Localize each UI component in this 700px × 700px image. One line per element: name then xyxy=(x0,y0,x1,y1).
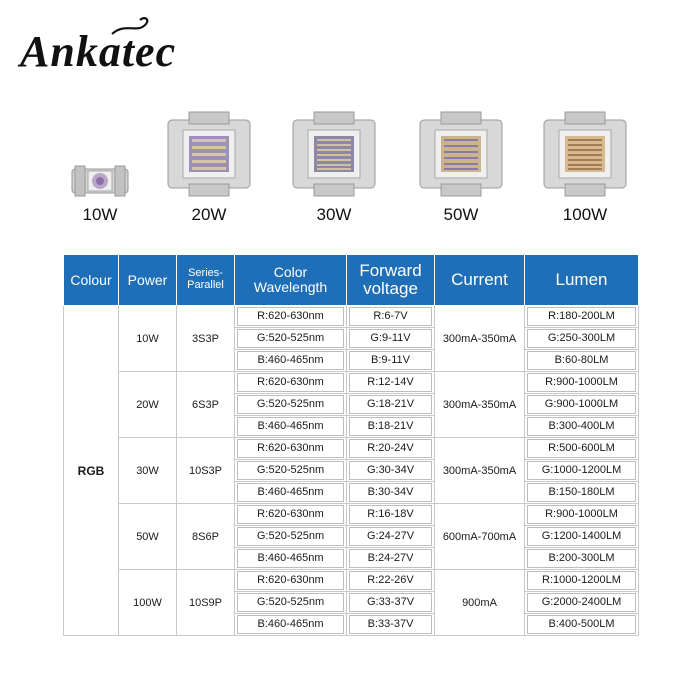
voltage-cell xyxy=(347,306,435,328)
lumen-cell xyxy=(525,372,639,394)
voltage-cell xyxy=(347,526,435,548)
lumen-cell-value: R:500-600LM xyxy=(527,439,636,458)
config-cell: 3S3P xyxy=(177,306,235,372)
product-label-100w: 100W xyxy=(562,205,608,224)
wavelength-cell-value: B:460-465nm xyxy=(237,417,344,436)
voltage-cell-value: R:12-14V xyxy=(349,373,432,392)
voltage-cell xyxy=(347,482,435,504)
wavelength-cell-value: R:620-630nm xyxy=(237,505,344,524)
wavelength-cell xyxy=(235,614,347,636)
header-series-parallel xyxy=(177,255,235,306)
led-chip-20w-image xyxy=(165,110,253,203)
lumen-cell-value: B:400-500LM xyxy=(527,615,636,634)
wavelength-cell xyxy=(235,306,347,328)
voltage-cell xyxy=(347,614,435,636)
wavelength-cell-value: R:620-630nm xyxy=(237,307,344,326)
power-cell: 10W xyxy=(119,306,177,372)
wavelength-cell-value: G:520-525nm xyxy=(237,329,344,348)
product-label-10w: 10W xyxy=(82,205,118,224)
header-power: Power xyxy=(119,255,177,306)
led-chip-50w-image xyxy=(417,110,505,203)
lumen-cell-value: G:1200-1400LM xyxy=(527,527,636,546)
lumen-cell-value: R:900-1000LM xyxy=(527,505,636,524)
voltage-cell-value: R:6-7V xyxy=(349,307,432,326)
header-fv-line2: voltage xyxy=(363,279,418,298)
spec-table xyxy=(63,254,639,636)
logo-text: Ankatec xyxy=(20,27,177,76)
wavelength-cell xyxy=(235,460,347,482)
current-cell: 300mA-350mA xyxy=(435,306,525,372)
wavelength-cell xyxy=(235,482,347,504)
header-current: Current xyxy=(435,255,525,306)
voltage-cell-value: G:24-27V xyxy=(349,527,432,546)
wavelength-cell xyxy=(235,526,347,548)
lumen-cell xyxy=(525,614,639,636)
product-label-50w: 50W xyxy=(443,205,479,224)
voltage-cell xyxy=(347,592,435,614)
wavelength-cell xyxy=(235,504,347,526)
header-wave-line2: Wavelength xyxy=(253,279,328,295)
voltage-cell-value: R:20-24V xyxy=(349,439,432,458)
wavelength-cell xyxy=(235,438,347,460)
lumen-cell xyxy=(525,460,639,482)
voltage-cell-value: B:9-11V xyxy=(349,351,432,370)
voltage-cell-value: B:24-27V xyxy=(349,549,432,568)
voltage-cell xyxy=(347,372,435,394)
header-series-line1: Series- xyxy=(188,267,223,280)
power-cell: 20W xyxy=(119,372,177,438)
voltage-cell xyxy=(347,570,435,592)
lumen-cell-value: B:300-400LM xyxy=(527,417,636,436)
header-lumen: Lumen xyxy=(525,255,639,306)
voltage-cell-value: B:30-34V xyxy=(349,483,432,502)
voltage-cell-value: R:16-18V xyxy=(349,505,432,524)
led-chip-10w-image xyxy=(71,163,129,204)
lumen-cell-value: G:1000-1200LM xyxy=(527,461,636,480)
voltage-cell-value: G:18-21V xyxy=(349,395,432,414)
wavelength-cell-value: R:620-630nm xyxy=(237,373,344,392)
table-header-row xyxy=(64,255,639,306)
lumen-cell-value: B:150-180LM xyxy=(527,483,636,502)
voltage-cell-value: B:18-21V xyxy=(349,417,432,436)
current-cell: 300mA-350mA xyxy=(435,438,525,504)
config-cell: 10S3P xyxy=(177,438,235,504)
wavelength-cell xyxy=(235,592,347,614)
product-label-20w: 20W xyxy=(191,205,227,224)
lumen-cell xyxy=(525,482,639,504)
lumen-cell xyxy=(525,328,639,350)
lumen-cell xyxy=(525,570,639,592)
brand-logo xyxy=(20,14,190,76)
lumen-cell-value: B:60-80LM xyxy=(527,351,636,370)
voltage-cell xyxy=(347,394,435,416)
wavelength-cell-value: B:460-465nm xyxy=(237,615,344,634)
voltage-cell-value: B:33-37V xyxy=(349,615,432,634)
current-cell: 900mA xyxy=(435,570,525,636)
product-label-30w: 30W xyxy=(316,205,352,224)
config-cell: 8S6P xyxy=(177,504,235,570)
lumen-cell xyxy=(525,592,639,614)
voltage-cell-value: G:9-11V xyxy=(349,329,432,348)
table-body xyxy=(64,306,639,636)
config-cell: 10S9P xyxy=(177,570,235,636)
table-row xyxy=(64,372,639,394)
power-cell: 30W xyxy=(119,438,177,504)
table-row xyxy=(64,504,639,526)
voltage-cell xyxy=(347,438,435,460)
lumen-cell xyxy=(525,416,639,438)
header-fv-line1: Forward xyxy=(359,261,422,281)
wavelength-cell-value: G:520-525nm xyxy=(237,593,344,612)
wavelength-cell-value: B:460-465nm xyxy=(237,351,344,370)
lumen-cell-value: B:200-300LM xyxy=(527,549,636,568)
power-cell: 50W xyxy=(119,504,177,570)
lumen-cell xyxy=(525,548,639,570)
lumen-cell xyxy=(525,306,639,328)
wavelength-cell xyxy=(235,350,347,372)
led-chip-30w-image xyxy=(290,110,378,203)
colour-cell: RGB xyxy=(64,306,119,636)
power-cell: 100W xyxy=(119,570,177,636)
wavelength-cell-value: R:620-630nm xyxy=(237,439,344,458)
wavelength-cell xyxy=(235,416,347,438)
current-cell: 600mA-700mA xyxy=(435,504,525,570)
wavelength-cell-value: B:460-465nm xyxy=(237,549,344,568)
wavelength-cell xyxy=(235,570,347,592)
table-row xyxy=(64,306,639,328)
wavelength-cell-value: B:460-465nm xyxy=(237,483,344,502)
lumen-cell-value: R:180-200LM xyxy=(527,307,636,326)
voltage-cell-value: G:33-37V xyxy=(349,593,432,612)
wavelength-cell xyxy=(235,328,347,350)
wavelength-cell-value: G:520-525nm xyxy=(237,395,344,414)
current-cell: 300mA-350mA xyxy=(435,372,525,438)
lumen-cell xyxy=(525,350,639,372)
lumen-cell-value: R:900-1000LM xyxy=(527,373,636,392)
header-colour: Colour xyxy=(64,255,119,306)
voltage-cell xyxy=(347,548,435,570)
header-wavelength xyxy=(235,255,347,306)
table-row xyxy=(64,570,639,592)
voltage-cell-value: G:30-34V xyxy=(349,461,432,480)
voltage-cell xyxy=(347,460,435,482)
wavelength-cell xyxy=(235,372,347,394)
lumen-cell-value: G:250-300LM xyxy=(527,329,636,348)
lumen-cell xyxy=(525,438,639,460)
lumen-cell-value: G:2000-2400LM xyxy=(527,593,636,612)
lumen-cell xyxy=(525,526,639,548)
voltage-cell xyxy=(347,350,435,372)
header-wave-line1: Color xyxy=(273,264,308,281)
lumen-cell xyxy=(525,504,639,526)
wavelength-cell-value: G:520-525nm xyxy=(237,527,344,546)
lumen-cell-value: G:900-1000LM xyxy=(527,395,636,414)
wavelength-cell xyxy=(235,394,347,416)
table-row xyxy=(64,438,639,460)
wavelength-cell xyxy=(235,548,347,570)
voltage-cell xyxy=(347,328,435,350)
config-cell: 6S3P xyxy=(177,372,235,438)
voltage-cell xyxy=(347,504,435,526)
voltage-cell xyxy=(347,416,435,438)
header-series-line2: Parallel xyxy=(187,279,224,291)
wavelength-cell-value: G:520-525nm xyxy=(237,461,344,480)
led-chip-100w-image xyxy=(541,110,629,203)
lumen-cell xyxy=(525,394,639,416)
voltage-cell-value: R:22-26V xyxy=(349,571,432,590)
lumen-cell-value: R:1000-1200LM xyxy=(527,571,636,590)
header-forward-voltage xyxy=(347,255,435,306)
wavelength-cell-value: R:620-630nm xyxy=(237,571,344,590)
